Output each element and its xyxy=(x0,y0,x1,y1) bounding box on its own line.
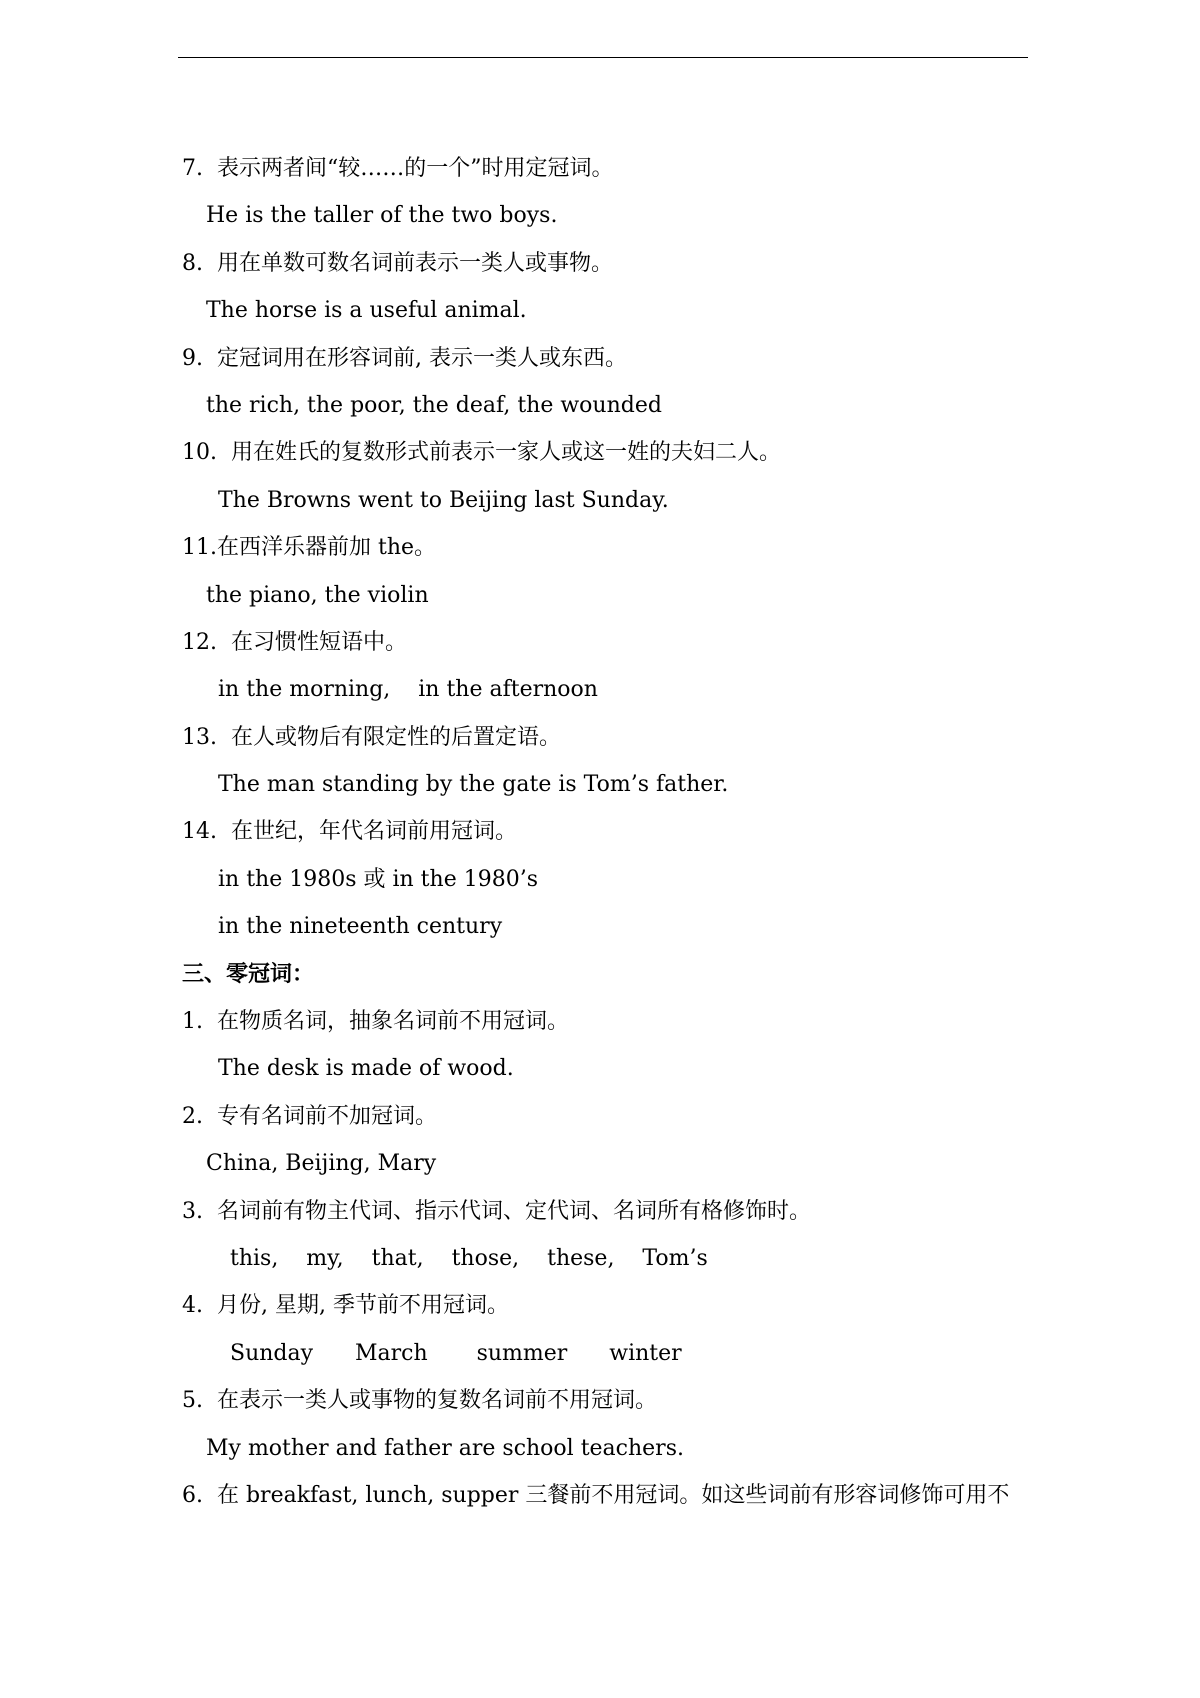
example-14b: in the nineteenth century xyxy=(218,914,503,940)
rule-12: 12. 在习惯性短语中。 xyxy=(182,629,407,655)
example-14a: in the 1980s 或 in the 1980’s xyxy=(218,866,538,892)
zero-rule-3: 3. 名词前有物主代词、指示代词、定代词、名词所有格修饰时。 xyxy=(182,1198,811,1224)
section-heading-zero-article: 三、零冠词： xyxy=(182,960,315,987)
example-12: in the morning, in the afternoon xyxy=(218,677,598,703)
zero-rule-6: 6. 在 breakfast, lunch, supper 三餐前不用冠词。如这些词前有形容词修饰可用不 xyxy=(182,1482,1010,1508)
zero-example-4: Sunday March summer winter xyxy=(230,1340,682,1366)
example-13: The man standing by the gate is Tom’s father. xyxy=(218,772,729,798)
zero-rule-4: 4. 月份, 星期, 季节前不用冠词。 xyxy=(182,1293,509,1319)
zero-example-1: The desk is made of wood. xyxy=(218,1056,514,1082)
example-10: The Browns went to Beijing last Sunday. xyxy=(218,487,669,513)
zero-rule-5: 5. 在表示一类人或事物的复数名词前不用冠词。 xyxy=(182,1388,657,1414)
rule-11: 11.在西洋乐器前加 the。 xyxy=(182,535,437,561)
document-body xyxy=(182,145,1042,1519)
rule-7: 7. 表示两者间“较……的一个”时用定冠词。 xyxy=(182,156,614,181)
example-9: the rich, the poor, the deaf, the wounded xyxy=(206,392,662,418)
zero-rule-2: 2. 专有名词前不加冠词。 xyxy=(182,1103,437,1129)
example-7: He is the taller of the two boys. xyxy=(206,203,558,229)
zero-example-3: this, my, that, those, these, Tom’s xyxy=(230,1245,708,1271)
zero-example-5: My mother and father are school teachers. xyxy=(206,1435,684,1461)
rule-13: 13. 在人或物后有限定性的后置定语。 xyxy=(182,724,561,750)
rule-8: 8. 用在单数可数名词前表示一类人或事物。 xyxy=(182,250,613,276)
header-rule xyxy=(178,57,1028,58)
rule-9: 9. 定冠词用在形容词前, 表示一类人或东西。 xyxy=(182,345,627,371)
zero-example-2: China, Beijing, Mary xyxy=(206,1151,437,1177)
example-8: The horse is a useful animal. xyxy=(206,298,527,324)
example-11: the piano, the violin xyxy=(206,582,429,608)
rule-14: 14. 在世纪，年代名词前用冠词。 xyxy=(182,819,517,845)
rule-10: 10. 用在姓氏的复数形式前表示一家人或这一姓的夫妇二人。 xyxy=(182,440,781,466)
zero-rule-1: 1. 在物质名词，抽象名词前不用冠词。 xyxy=(182,1009,569,1035)
